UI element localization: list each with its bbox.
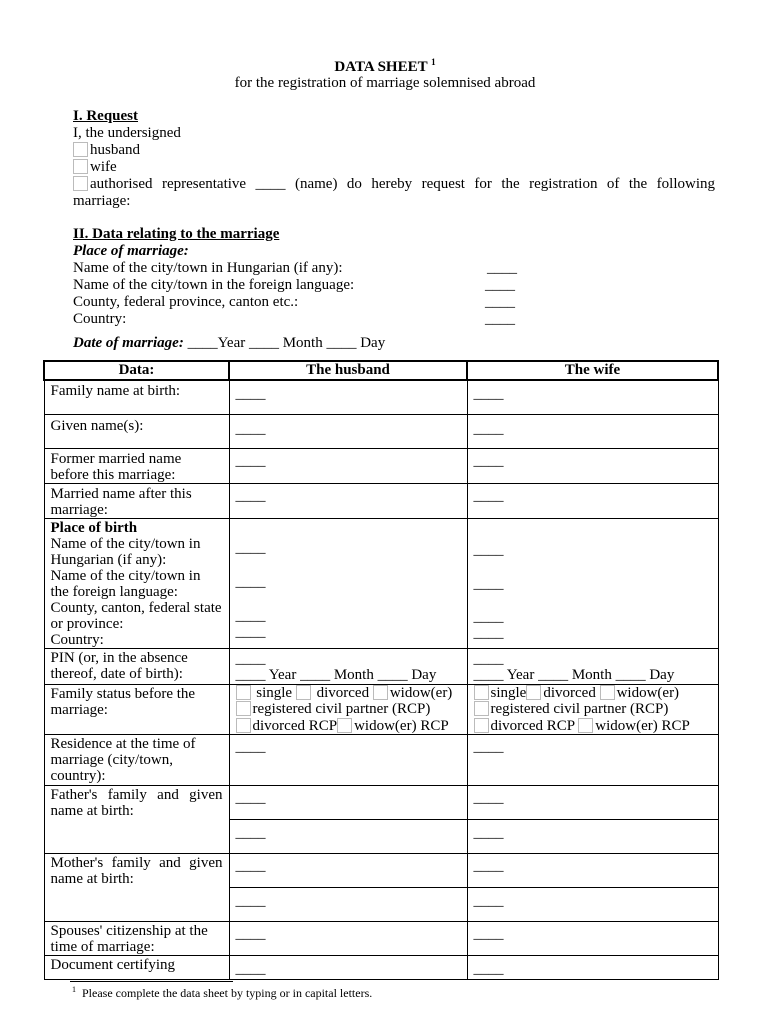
husband-family-status-cell: single divorced widow(er) registered civil partner (RCP) divorced RCP widow(er) RCP bbox=[229, 684, 467, 735]
wife-pob-county-field[interactable]: ____ bbox=[473, 608, 504, 625]
husband-pin-field[interactable]: ____ bbox=[235, 650, 266, 667]
husband-pob-hu-field[interactable]: ____ bbox=[235, 539, 266, 556]
row-label bbox=[44, 518, 229, 648]
wife-place-of-birth-cell bbox=[467, 518, 718, 648]
wife-father-field[interactable]: ____ bbox=[467, 786, 718, 820]
row-label: Document certifying bbox=[44, 956, 229, 980]
husband-single-checkbox[interactable] bbox=[236, 685, 251, 700]
husband-father-field-2[interactable]: ____ bbox=[229, 820, 467, 854]
wife-family-status-cell: single divorced widow(er) registered civil partner (RCP) divorced RCP widow(er) RCP bbox=[467, 684, 718, 735]
table-row bbox=[44, 735, 718, 786]
place-country-label: Country: bbox=[73, 311, 127, 327]
table-row bbox=[44, 922, 718, 956]
husband-citizenship-field[interactable]: ____ bbox=[229, 922, 467, 956]
husband-checkbox[interactable] bbox=[73, 142, 88, 157]
wife-document-field[interactable]: ____ bbox=[467, 956, 718, 980]
wife-pin-cell bbox=[467, 648, 718, 684]
row-label: Residence at the time of marriage (city/town, country): bbox=[44, 735, 229, 786]
husband-residence-field[interactable]: ____ bbox=[229, 735, 467, 786]
pob-hu-label: Name of the city/town in Hungarian (if any): bbox=[50, 535, 201, 568]
wife-married-name-field[interactable]: ____ bbox=[467, 483, 718, 518]
husband-family-name-field[interactable]: ____ bbox=[229, 380, 467, 414]
row-label: Mother's family and given name at birth: bbox=[44, 854, 229, 922]
table-row bbox=[44, 956, 718, 980]
husband-pob-county-field[interactable]: ____ bbox=[235, 607, 266, 624]
wife-pob-hu-field[interactable]: ____ bbox=[473, 541, 504, 558]
place-foreign-blank[interactable]: ____ bbox=[485, 277, 515, 293]
wife-pob-country-field[interactable]: ____ bbox=[473, 624, 504, 641]
table-row bbox=[44, 854, 718, 888]
husband-married-name-field[interactable]: ____ bbox=[229, 483, 467, 518]
row-label: Given name(s): bbox=[44, 414, 229, 448]
row-label: Family status before the marriage: bbox=[44, 684, 229, 735]
wife-citizenship-field[interactable]: ____ bbox=[467, 922, 718, 956]
husband-given-names-field[interactable]: ____ bbox=[229, 414, 467, 448]
place-hungarian-label: Name of the city/town in Hungarian (if any): bbox=[73, 260, 343, 276]
wife-former-name-field[interactable]: ____ bbox=[467, 448, 718, 483]
wife-given-names-field[interactable]: ____ bbox=[467, 414, 718, 448]
pob-county-label: County, canton, federal state or province: bbox=[50, 599, 222, 632]
husband-mother-field-2[interactable]: ____ bbox=[229, 888, 467, 922]
date-value[interactable]: ____Year ____ Month ____ Day bbox=[187, 335, 386, 351]
husband-pin-cell bbox=[229, 648, 467, 684]
header-wife: The wife bbox=[467, 361, 718, 380]
husband-widow-checkbox[interactable] bbox=[373, 685, 388, 700]
table-row bbox=[44, 414, 718, 448]
header-data: Data: bbox=[44, 361, 229, 380]
wife-birth-date-field[interactable]: ____ Year ____ Month ____ Day bbox=[473, 666, 675, 683]
option-wife[interactable]: wife bbox=[73, 159, 117, 176]
wife-divorced-checkbox[interactable] bbox=[526, 685, 541, 700]
pob-country-label: Country: bbox=[50, 631, 104, 648]
table-row-place-of-birth bbox=[44, 518, 718, 648]
place-county-blank[interactable]: ____ bbox=[485, 294, 515, 310]
request-heading: I. Request bbox=[73, 108, 139, 124]
header-husband: The husband bbox=[229, 361, 467, 380]
option-husband[interactable]: husband bbox=[73, 142, 140, 159]
date-of-marriage bbox=[73, 335, 385, 352]
wife-mother-field-2[interactable]: ____ bbox=[467, 888, 718, 922]
place-country-blank[interactable]: ____ bbox=[485, 311, 515, 327]
wife-widow-checkbox[interactable] bbox=[600, 685, 615, 700]
row-label: PIN (or, in the absence thereof, date of birth): bbox=[44, 648, 229, 684]
wife-checkbox[interactable] bbox=[73, 159, 88, 174]
wife-widow-rcp-checkbox[interactable] bbox=[578, 718, 593, 733]
wife-rcp-checkbox[interactable] bbox=[474, 701, 489, 716]
table-row-pin bbox=[44, 648, 718, 684]
row-label: Family name at birth: bbox=[44, 380, 229, 414]
request-intro: I, the undersigned bbox=[73, 125, 181, 141]
husband-place-of-birth-cell bbox=[229, 518, 467, 648]
place-county-label: County, federal province, canton etc.: bbox=[73, 294, 299, 310]
page-subtitle: for the registration of marriage solemnised abroad bbox=[234, 75, 536, 91]
row-label: Spouses' citizenship at the time of marriage: bbox=[44, 922, 229, 956]
footnote: $^1$ Please complete the data sheet by typing or in capital letters. bbox=[72, 985, 373, 1000]
pob-heading: Place of birth bbox=[50, 519, 138, 536]
wife-divorced-rcp-checkbox[interactable] bbox=[474, 718, 489, 733]
footnote-mark: 1 bbox=[431, 57, 436, 67]
request-marriage-word: marriage: bbox=[73, 193, 131, 209]
table-row bbox=[44, 786, 718, 820]
wife-residence-field[interactable]: ____ bbox=[467, 735, 718, 786]
row-label: Former married name before this marriage: bbox=[44, 448, 229, 483]
data-table bbox=[43, 360, 719, 980]
husband-mother-field[interactable]: ____ bbox=[229, 854, 467, 888]
marriage-heading: II. Data relating to the marriage bbox=[73, 226, 280, 242]
row-label: Father's family and given name at birth: bbox=[44, 786, 229, 854]
husband-divorced-rcp-checkbox[interactable] bbox=[236, 718, 251, 733]
wife-single-checkbox[interactable] bbox=[474, 685, 489, 700]
wife-mother-field[interactable]: ____ bbox=[467, 854, 718, 888]
pob-foreign-label: Name of the city/town in the foreign language: bbox=[50, 567, 201, 600]
husband-father-field[interactable]: ____ bbox=[229, 786, 467, 820]
table-header-row bbox=[44, 361, 718, 380]
husband-former-name-field[interactable]: ____ bbox=[229, 448, 467, 483]
husband-widow-rcp-checkbox[interactable] bbox=[337, 718, 352, 733]
place-hungarian-blank[interactable]: ____ bbox=[487, 260, 517, 276]
table-row bbox=[44, 448, 718, 483]
wife-pin-field[interactable]: ____ bbox=[473, 650, 504, 667]
row-label: Married name after this marriage: bbox=[44, 483, 229, 518]
page-title: DATA SHEET $^1$ bbox=[334, 57, 436, 75]
husband-rcp-checkbox[interactable] bbox=[236, 701, 251, 716]
wife-father-field-2[interactable]: ____ bbox=[467, 820, 718, 854]
wife-pob-foreign-field[interactable]: ____ bbox=[473, 575, 504, 592]
date-label: Date of marriage: bbox=[73, 335, 184, 351]
husband-divorced-checkbox[interactable] bbox=[296, 685, 311, 700]
husband-pob-foreign-field[interactable]: ____ bbox=[235, 573, 266, 590]
table-row bbox=[44, 380, 718, 414]
husband-document-field[interactable]: ____ bbox=[229, 956, 467, 980]
wife-family-name-field[interactable]: ____ bbox=[467, 380, 718, 414]
husband-pob-country-field[interactable]: ____ bbox=[235, 623, 266, 640]
table-row bbox=[44, 483, 718, 518]
table-row-family-status bbox=[44, 684, 718, 735]
place-foreign-label: Name of the city/town in the foreign language: bbox=[73, 277, 355, 293]
footnote-divider bbox=[70, 981, 233, 982]
representative-checkbox[interactable] bbox=[73, 176, 88, 191]
option-representative[interactable]: authorised representative ____ (name) do hereby request for the registration of the following bbox=[73, 176, 715, 193]
husband-birth-date-field[interactable]: ____ Year ____ Month ____ Day bbox=[235, 666, 437, 683]
place-heading: Place of marriage: bbox=[73, 243, 189, 259]
